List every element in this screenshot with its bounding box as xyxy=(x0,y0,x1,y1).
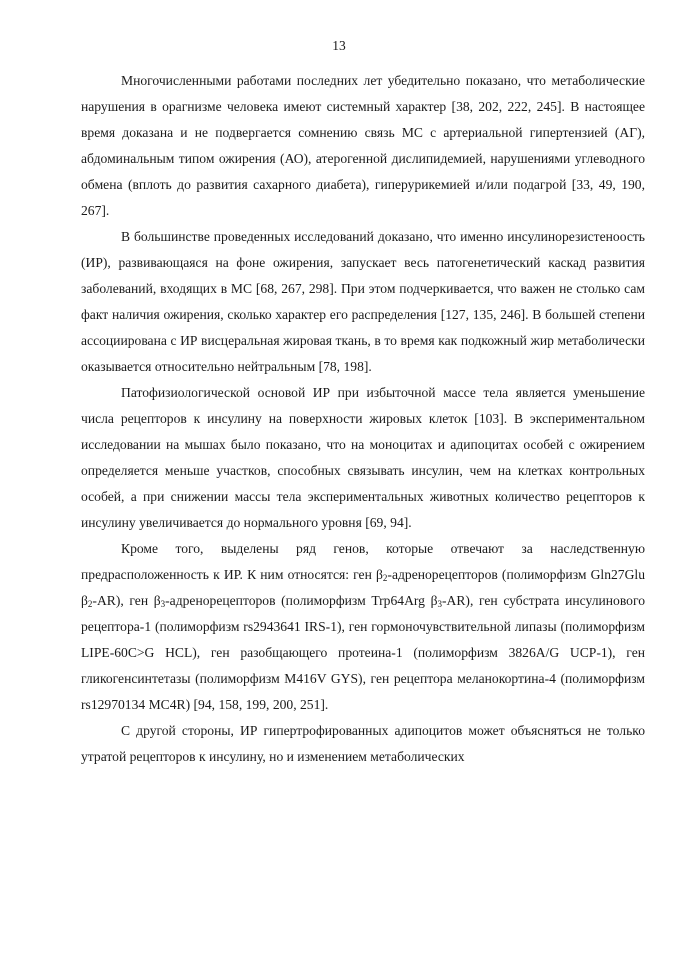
paragraph-text: Многочисленными работами последних лет убедительно показано, что метаболические нарушения в орагнизме человека имеют системный характер [38, 202, 222, 245]. В настоящее время доказана и не подвергается сомнению связь МС с артериальной гипертензией (АГ), абдоминальным типом ожирения (АО), атерогенной дислипидемией, нарушениями углеводного обмена (вплоть до развития сахарного диабета), гиперурикемией и/или подагрой [33, 49, 190, 267]. xyxy=(81,73,645,218)
paragraph-text: С другой стороны, ИР гипертрофированных адипоцитов может объясняться не только утратой рецепторов к инсулину, но и изменением метаболических xyxy=(81,723,645,764)
paragraph xyxy=(81,380,645,536)
page-number: 13 xyxy=(332,38,346,53)
paragraph-text: Патофизиологической основой ИР при избыточной массе тела является уменьшение числа рецепторов к инсулину на поверхности жировых клеток [103]. В экспериментальном исследовании на мышах было показано, что на моноцитах и адипоцитах особей с ожирением определяется меньше участков, способных связывать инсулин, чем на клетках контрольных особей, а при снижении массы тела экспериментальных животных количество рецепторов к инсулину увеличивается до нормального уровня [69, 94]. xyxy=(81,385,645,530)
paragraph-text: -AR), ген субстрата инсулинового рецептора-1 (полиморфизм rs2943641 IRS-1), ген гормоночувствительной липазы (полиморфизм LIPE-60C>G HCL), ген разобщающего протеина-1 (полиморфизм 3826A/G UCP-1), ген гликогенсинтетазы (полиморфизм M416V GYS), ген рецептора меланокортина-4 (полиморфизм rs12970134 MC4R) [94, 158, 199, 200, 251]. xyxy=(81,593,645,712)
paragraph xyxy=(81,224,645,380)
paragraph xyxy=(81,68,645,224)
paragraph-text: Кроме того, выделены ряд генов, которые отвечают за наследственную предрасположенность к ИР. К ним относятся: ген β xyxy=(81,541,645,582)
subscript: 3 xyxy=(160,599,166,609)
paragraph-text: -адренорецепторов (полиморфизм Gln27Glu β xyxy=(81,567,645,608)
paragraph-text: -адренорецепторов (полиморфизм Trp64Arg β xyxy=(165,593,438,608)
subscript: 2 xyxy=(382,573,388,583)
paragraph xyxy=(81,536,645,718)
subscript: 2 xyxy=(87,599,93,609)
subscript: 3 xyxy=(437,599,443,609)
document-body xyxy=(81,68,645,770)
paragraph-text: В большинстве проведенных исследований доказано, что именно инсулинорезистеноость (ИР), развивающаяся на фоне ожирения, запускает весь патогенетический каскад развития заболеваний, входящих в МС [68, 267, 298]. При этом подчеркивается, что важен не столько сам факт наличия ожирения, сколько характер его распределения [127, 135, 246]. В большей степени ассоциирована с ИР висцеральная жировая ткань, в то время как подкожный жир метаболически оказывается относительно нейтральным [78, 198]. xyxy=(81,229,645,374)
paragraph-text: -AR), ген β xyxy=(92,593,161,608)
paragraph xyxy=(81,718,645,770)
